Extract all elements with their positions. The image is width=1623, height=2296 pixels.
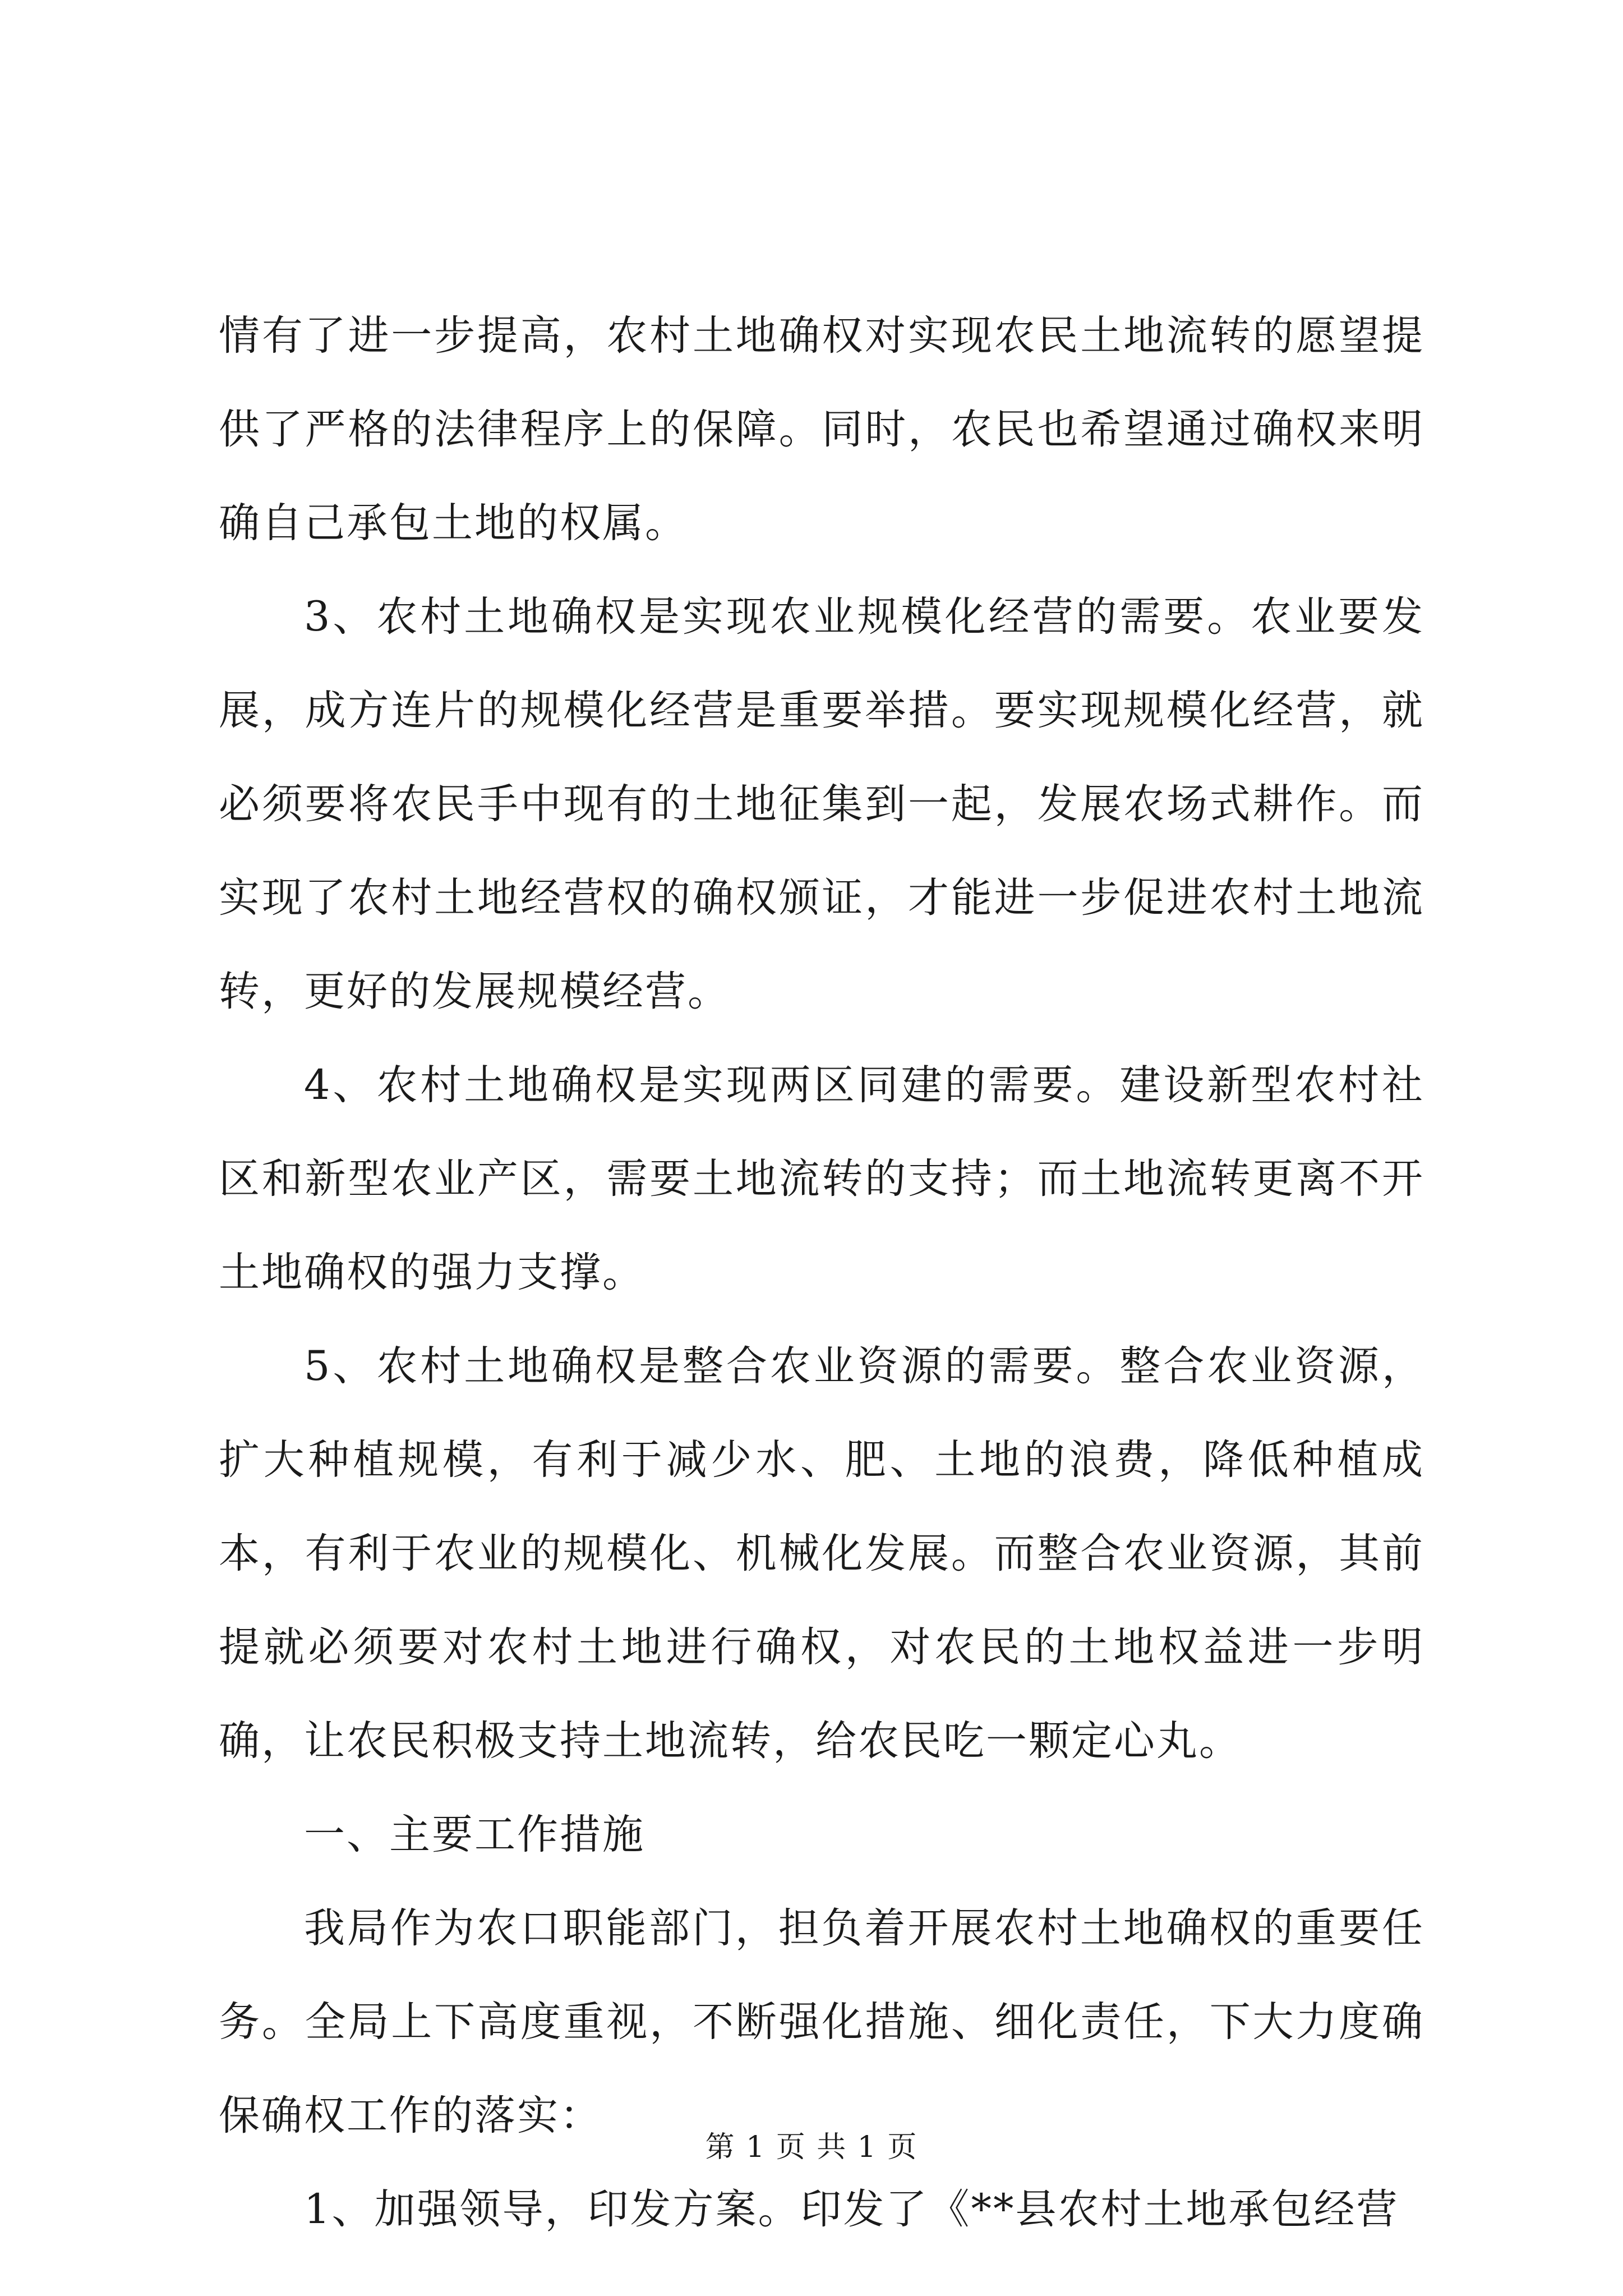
paragraph-bureau-intro: 我局作为农口职能部门，担负着开展农村土地确权的重要任务。全局上下高度重视，不断强化措施、细化责任，下大力度确保确权工作的落实： [219, 1904, 1424, 2139]
paragraph-item-5: 5、农村土地确权是整合农业资源的需要。整合农业资源，扩大种植规模，有利于减少水、肥、土地的浪费，降低种植成本，有利于农业的规模化、机械化发展。而整合农业资源，其前提就必须要对农村土地进行确权，对农民的土地权益进一步明确，让农民积极支持土地流转，给农民吃一颗定心丸。 [219, 1342, 1424, 1765]
section-heading-main-measures: 一、主要工作措施 [304, 1811, 645, 1858]
paragraph-measure-1: 1、加强领导，印发方案。印发了《**县农村土地承包经营 [304, 2185, 1399, 2233]
document-body [219, 289, 1424, 2256]
paragraph-continuation: 情有了进一步提高，农村土地确权对实现农民土地流转的愿望提供了严格的法律程序上的保障。同时，农民也希望通过确权来明确自己承包土地的权属。 [219, 312, 1424, 547]
paragraph-item-3: 3、农村土地确权是实现农业规模化经营的需要。农业要发展，成方连片的规模化经营是重要举措。要实现规模化经营，就必须要将农民手中现有的土地征集到一起，发展农场式耕作。而实现了农村土地经营权的确权颁证，才能进一步促进农村土地流转，更好的发展规模经营。 [219, 593, 1424, 1015]
paragraph-item-4: 4、农村土地确权是实现两区同建的需要。建设新型农村社区和新型农业产区，需要土地流转的支持；而土地流转更离不开土地确权的强力支撑。 [219, 1061, 1424, 1296]
page-footer: 第 1 页 共 1 页 [705, 2131, 918, 2164]
